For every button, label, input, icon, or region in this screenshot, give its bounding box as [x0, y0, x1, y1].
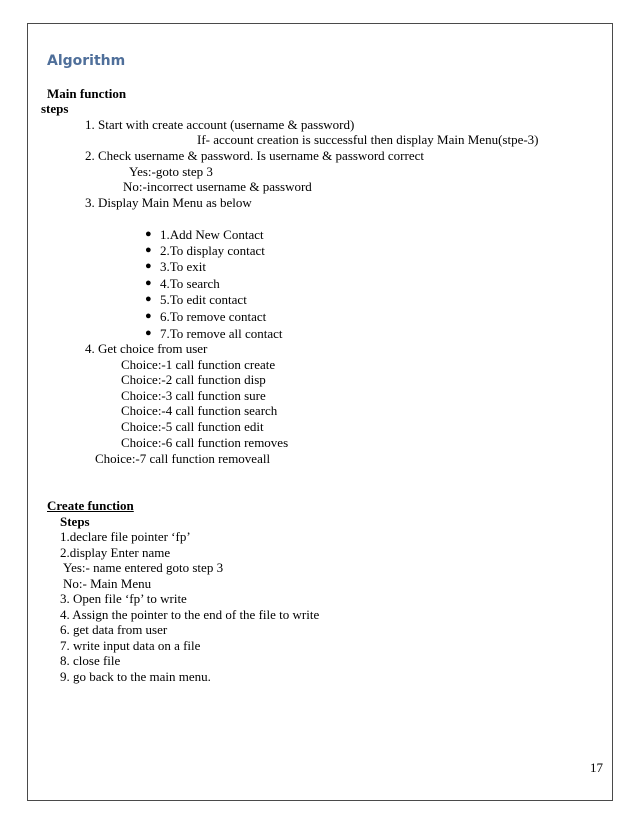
section-heading: Algorithm [47, 53, 126, 69]
create-step-line: No:- Main Menu [63, 576, 152, 591]
create-function-title: Create function [47, 498, 134, 513]
menu-item: 1.Add New Contact [160, 227, 264, 242]
bullet-icon: ● [145, 327, 152, 339]
bullet-icon: ● [145, 277, 152, 289]
page-number: 17 [590, 760, 603, 775]
menu-item: 6.To remove contact [160, 309, 267, 324]
choice-header: 4. Get choice from user [85, 341, 208, 356]
menu-item: 7.To remove all contact [160, 326, 283, 341]
bullet-icon: ● [145, 310, 152, 322]
bullet-icon: ● [145, 293, 152, 305]
main-step-line: 2. Check username & password. Is username & password correct [85, 148, 424, 163]
create-step-line: 4. Assign the pointer to the end of the file to write [60, 607, 320, 622]
create-step-line: 8. close file [60, 653, 121, 668]
create-step-line: Yes:- name entered goto step 3 [63, 560, 224, 575]
create-step-line: 7. write input data on a file [60, 638, 201, 653]
menu-item: 3.To exit [160, 259, 207, 274]
bullet-icon: ● [145, 244, 152, 256]
create-step-line: 2.display Enter name [60, 545, 171, 560]
menu-item: 2.To display contact [160, 243, 265, 258]
create-step-line: 6. get data from user [60, 622, 168, 637]
create-steps-label: Steps [60, 514, 90, 529]
create-step-line: 1.declare file pointer ‘fp’ [60, 529, 191, 544]
menu-item: 5.To edit contact [160, 292, 247, 307]
choice-line: Choice:-7 call function removeall [95, 451, 271, 466]
menu-item: 4.To search [160, 276, 220, 291]
choice-line: Choice:-3 call function sure [121, 388, 266, 403]
choice-line: Choice:-2 call function disp [121, 372, 266, 387]
choice-line: Choice:-5 call function edit [121, 419, 264, 434]
create-step-line: 9. go back to the main menu. [60, 669, 211, 684]
choice-line: Choice:-4 call function search [121, 403, 278, 418]
main-steps-label: steps [41, 101, 69, 116]
create-step-line: 3. Open file ‘fp’ to write [60, 591, 187, 606]
main-step-line: 1. Start with create account (username & password) [85, 117, 355, 132]
main-function-title: Main function [47, 86, 127, 101]
bullet-icon: ● [145, 228, 152, 240]
main-step-line: 3. Display Main Menu as below [85, 195, 252, 210]
choice-line: Choice:-1 call function create [121, 357, 276, 372]
bullet-icon: ● [145, 260, 152, 272]
choice-line: Choice:-6 call function removes [121, 435, 289, 450]
main-step-line: If- account creation is successful then display Main Menu(stpe-3) [197, 132, 539, 147]
main-step-line: No:-incorrect username & password [123, 179, 312, 194]
main-step-line: Yes:-goto step 3 [129, 164, 213, 179]
